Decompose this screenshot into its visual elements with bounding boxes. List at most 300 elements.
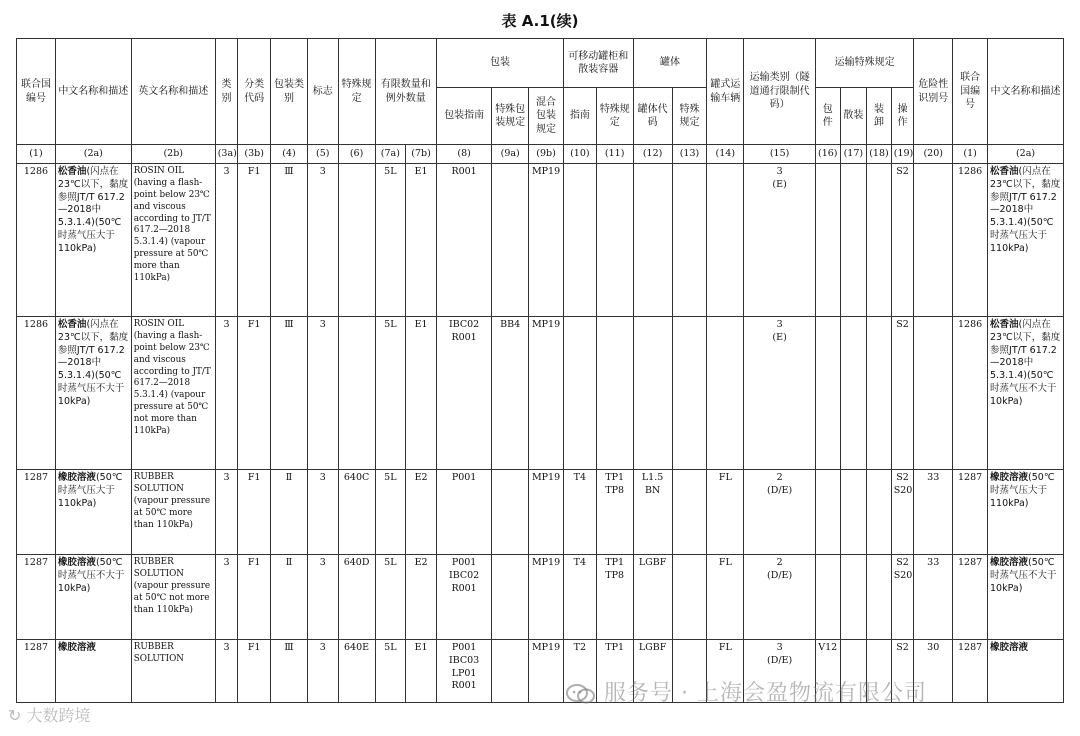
column-number-cell: (3a) bbox=[215, 145, 238, 164]
cell-limited-qty bbox=[375, 470, 406, 555]
th-un-number: 联合国编号 bbox=[17, 39, 56, 145]
cell-packing-group bbox=[271, 317, 308, 470]
column-number-cell: (19) bbox=[891, 145, 914, 164]
table-row bbox=[17, 555, 1064, 640]
cell-transport-category-text: (D/E) bbox=[767, 569, 793, 581]
cell-tank-code bbox=[633, 164, 672, 317]
cell-name-zh-repeat-text: (50℃时蒸气压不大于10kPa) bbox=[990, 557, 1057, 594]
cell-labels bbox=[307, 164, 338, 317]
cell-limited-qty bbox=[375, 555, 406, 640]
wechat-icon bbox=[566, 683, 596, 705]
cell-tank-special bbox=[672, 317, 707, 470]
cell-mixed-packing bbox=[529, 470, 564, 555]
column-number-cell: (9a) bbox=[492, 145, 529, 164]
cell-special-operation-text: S2 bbox=[896, 166, 909, 177]
cell-name-zh-repeat bbox=[988, 164, 1064, 317]
column-number-cell: (14) bbox=[707, 145, 744, 164]
cell-excepted-qty-text: E2 bbox=[414, 472, 428, 483]
cell-un-number-repeat-text: 1287 bbox=[958, 472, 983, 483]
th-name-en: 英文名称和描述 bbox=[131, 39, 215, 145]
cell-name-zh-repeat bbox=[988, 640, 1064, 703]
cell-mixed-packing bbox=[529, 317, 564, 470]
cell-name-en-text: ROSIN OIL (having a flash-point below 23℃ and viscous according to JT/T 617.2—2018 5.3.1.4) (vapour pressure at 50℃ not more than 110kPa) bbox=[133, 319, 211, 436]
cell-tank-code-text: LGBF bbox=[638, 642, 667, 653]
cell-excepted-qty-text: E1 bbox=[414, 642, 428, 653]
cell-special-bulk bbox=[840, 555, 867, 640]
th-hazard-id: 危险性识别号 bbox=[914, 39, 953, 145]
cell-packing-instructions-text: LP01 bbox=[451, 667, 477, 679]
th-special-packing: 特殊包装规定 bbox=[492, 88, 529, 145]
cell-name-zh-text: 橡胶溶液 bbox=[57, 472, 96, 483]
cell-name-zh bbox=[55, 317, 131, 470]
th-packaging: 包装 bbox=[436, 39, 563, 88]
cell-packing-instructions-text: R001 bbox=[451, 680, 477, 692]
cell-special-packing bbox=[492, 317, 529, 470]
cell-name-en bbox=[131, 164, 215, 317]
th-class-code: 分类代码 bbox=[238, 39, 271, 145]
cell-un-number bbox=[17, 470, 56, 555]
column-number-cell: (2a) bbox=[988, 145, 1064, 164]
cell-transport-category-text: 3 bbox=[776, 166, 783, 177]
th-packing-group: 包装类别 bbox=[271, 39, 308, 145]
cell-special-packages bbox=[815, 470, 840, 555]
column-number-cell: (11) bbox=[596, 145, 633, 164]
cell-name-zh-repeat-text: (闪点在23℃以下，黏度参照JT/T 617.2—2018中5.3.1.4)(50℃时蒸气压不大于10kPa) bbox=[990, 319, 1061, 407]
th-limited-quantities: 有限数量和例外数量 bbox=[375, 39, 436, 145]
cell-class bbox=[215, 470, 238, 555]
cell-portable-instructions bbox=[563, 164, 596, 317]
cell-labels-text: 3 bbox=[319, 642, 326, 653]
cell-packing-instructions-text: R001 bbox=[451, 331, 477, 343]
cell-tank-special bbox=[672, 164, 707, 317]
cell-portable-special-text: TP1 bbox=[605, 642, 625, 653]
table-row bbox=[17, 470, 1064, 555]
cell-hazard-id-text: 33 bbox=[927, 557, 940, 568]
cell-labels-text: 3 bbox=[319, 472, 326, 483]
cell-name-en-text: RUBBER SOLUTION (vapour pressure at 50℃ more than 110kPa) bbox=[133, 472, 211, 530]
cell-un-number-text: 1287 bbox=[23, 557, 49, 568]
th-loading: 装卸 bbox=[867, 88, 892, 145]
cell-excepted-qty bbox=[406, 640, 437, 703]
th-packing-instructions: 包装指南 bbox=[436, 88, 491, 145]
column-number-cell: (8) bbox=[436, 145, 491, 164]
cell-packing-group bbox=[271, 555, 308, 640]
th-transport-category: 运输类别（隧道通行限制代码） bbox=[744, 39, 816, 145]
cell-transport-category-text: 3 bbox=[776, 642, 783, 653]
column-number-cell: (7b) bbox=[406, 145, 437, 164]
cell-special-bulk bbox=[840, 317, 867, 470]
cell-mixed-packing bbox=[529, 555, 564, 640]
cell-special-packing-text: BB4 bbox=[500, 319, 521, 330]
cell-limited-qty-text: 5L bbox=[384, 557, 397, 568]
cell-portable-instructions-text: T2 bbox=[573, 642, 587, 653]
cell-special-provisions-text: 640E bbox=[344, 642, 370, 653]
cell-special-operation-text: S20 bbox=[893, 569, 913, 581]
column-number-cell: (1) bbox=[953, 145, 988, 164]
cell-portable-special-text: TP8 bbox=[605, 569, 625, 581]
cell-un-number bbox=[17, 555, 56, 640]
watermark-corner bbox=[8, 703, 91, 726]
cell-packing-group bbox=[271, 164, 308, 317]
cell-tank-special bbox=[672, 555, 707, 640]
cell-un-number-text: 1286 bbox=[23, 319, 49, 330]
cell-name-zh-text: (闪点在23℃以下，黏度参照JT/T 617.2—2018中5.3.1.4)(50℃时蒸气压大于110kPa) bbox=[57, 166, 129, 254]
dangerous-goods-table bbox=[16, 38, 1064, 703]
cell-class-code-text: F1 bbox=[247, 166, 261, 177]
cell-name-en bbox=[131, 470, 215, 555]
th-name-zh-repeat: 中文名称和描述 bbox=[988, 39, 1064, 145]
cell-class-code bbox=[238, 470, 271, 555]
cell-name-zh-repeat-text: 橡胶溶液 bbox=[990, 642, 1029, 653]
cell-portable-special bbox=[596, 470, 633, 555]
column-number-cell: (17) bbox=[840, 145, 867, 164]
cell-packing-group-text: Ⅲ bbox=[284, 166, 294, 177]
cell-special-provisions-text: 640D bbox=[343, 557, 370, 568]
cell-packing-instructions bbox=[436, 317, 491, 470]
cell-mixed-packing-text: MP19 bbox=[531, 642, 561, 653]
cell-transport-category bbox=[744, 555, 816, 640]
watermark-corner-icon: ↻ bbox=[8, 706, 27, 725]
column-number-cell: (18) bbox=[867, 145, 892, 164]
table-body bbox=[17, 164, 1064, 703]
cell-transport-category-text: 3 bbox=[776, 319, 783, 330]
cell-name-en bbox=[131, 555, 215, 640]
cell-special-packages bbox=[815, 317, 840, 470]
cell-labels bbox=[307, 640, 338, 703]
watermark-service bbox=[566, 676, 927, 707]
cell-hazard-id-text: 30 bbox=[927, 642, 940, 653]
cell-hazard-id bbox=[914, 164, 953, 317]
cell-special-bulk bbox=[840, 164, 867, 317]
cell-limited-qty-text: 5L bbox=[384, 642, 397, 653]
cell-transport-category bbox=[744, 317, 816, 470]
column-number-cell: (5) bbox=[307, 145, 338, 164]
cell-tank-vehicle-text: FL bbox=[718, 642, 732, 653]
th-mixed-packing: 混合包装规定 bbox=[529, 88, 564, 145]
th-tank: 罐体 bbox=[633, 39, 707, 88]
cell-un-number-repeat-text: 1287 bbox=[958, 642, 983, 653]
cell-name-zh-repeat bbox=[988, 555, 1064, 640]
column-number-cell: (3b) bbox=[238, 145, 271, 164]
cell-limited-qty bbox=[375, 317, 406, 470]
cell-packing-instructions bbox=[436, 164, 491, 317]
cell-special-operation bbox=[891, 164, 914, 317]
cell-special-loading bbox=[867, 317, 892, 470]
cell-special-packing bbox=[492, 555, 529, 640]
cell-tank-code-text: BN bbox=[644, 484, 661, 496]
cell-un-number-repeat-text: 1286 bbox=[958, 166, 983, 177]
cell-excepted-qty bbox=[406, 164, 437, 317]
cell-limited-qty-text: 5L bbox=[384, 319, 397, 330]
cell-hazard-id-text: 33 bbox=[927, 472, 940, 483]
cell-class-text: 3 bbox=[223, 557, 230, 568]
th-class: 类别 bbox=[215, 39, 238, 145]
cell-class-text: 3 bbox=[223, 319, 230, 330]
cell-tank-vehicle bbox=[707, 470, 744, 555]
cell-un-number-repeat bbox=[953, 470, 988, 555]
cell-name-zh bbox=[55, 470, 131, 555]
cell-tank-vehicle bbox=[707, 317, 744, 470]
column-number-cell: (16) bbox=[815, 145, 840, 164]
cell-portable-special-text: TP1 bbox=[605, 557, 625, 568]
cell-mixed-packing-text: MP19 bbox=[531, 166, 561, 177]
cell-special-packing bbox=[492, 470, 529, 555]
th-tank-special: 特殊规定 bbox=[672, 88, 707, 145]
cell-packing-instructions-text: P001 bbox=[451, 642, 477, 653]
cell-special-operation bbox=[891, 555, 914, 640]
cell-packing-group-text: Ⅱ bbox=[285, 557, 293, 568]
cell-special-operation-text: S2 bbox=[896, 319, 909, 330]
cell-mixed-packing-text: MP19 bbox=[531, 557, 561, 568]
cell-class bbox=[215, 640, 238, 703]
th-name-zh: 中文名称和描述 bbox=[55, 39, 131, 145]
cell-name-zh-text: 松香油 bbox=[57, 166, 87, 177]
cell-transport-category-text: 2 bbox=[776, 557, 783, 568]
cell-mixed-packing bbox=[529, 164, 564, 317]
th-un-number-repeat: 联合国编号 bbox=[953, 39, 988, 145]
cell-excepted-qty-text: E1 bbox=[414, 319, 428, 330]
cell-name-zh-text: 橡胶溶液 bbox=[57, 557, 96, 568]
cell-un-number-text: 1286 bbox=[23, 166, 49, 177]
cell-packing-group bbox=[271, 470, 308, 555]
cell-special-operation bbox=[891, 470, 914, 555]
cell-tank-vehicle bbox=[707, 555, 744, 640]
cell-name-zh-text: 橡胶溶液 bbox=[57, 642, 96, 653]
cell-packing-group bbox=[271, 640, 308, 703]
cell-limited-qty bbox=[375, 164, 406, 317]
cell-special-operation bbox=[891, 317, 914, 470]
cell-portable-special-text: TP1 bbox=[605, 472, 625, 483]
cell-name-zh-repeat-text: (50℃时蒸气压大于110kPa) bbox=[990, 472, 1055, 509]
th-portable-tanks: 可移动罐柜和散装容器 bbox=[563, 39, 633, 88]
cell-special-provisions bbox=[338, 470, 375, 555]
cell-un-number-repeat bbox=[953, 317, 988, 470]
cell-limited-qty-text: 5L bbox=[384, 166, 397, 177]
column-number-cell: (2b) bbox=[131, 145, 215, 164]
th-packages: 包件 bbox=[815, 88, 840, 145]
cell-un-number-repeat bbox=[953, 640, 988, 703]
th-labels: 标志 bbox=[307, 39, 338, 145]
cell-name-zh bbox=[55, 164, 131, 317]
cell-name-zh-repeat-text: 松香油 bbox=[990, 166, 1019, 177]
column-number-cell: (6) bbox=[338, 145, 375, 164]
cell-packing-instructions-text: R001 bbox=[451, 166, 477, 177]
cell-limited-qty bbox=[375, 640, 406, 703]
cell-excepted-qty-text: E2 bbox=[414, 557, 428, 568]
cell-class-text: 3 bbox=[223, 472, 230, 483]
cell-class-code-text: F1 bbox=[247, 642, 261, 653]
cell-class-text: 3 bbox=[223, 642, 230, 653]
cell-portable-instructions bbox=[563, 317, 596, 470]
cell-tank-code bbox=[633, 317, 672, 470]
cell-special-provisions bbox=[338, 317, 375, 470]
column-number-cell: (10) bbox=[563, 145, 596, 164]
cell-packing-instructions-text: IBC02 bbox=[448, 569, 480, 581]
cell-name-zh-text: (50℃时蒸气压大于110kPa) bbox=[57, 472, 123, 509]
cell-tank-vehicle-text: FL bbox=[718, 472, 732, 483]
cell-mixed-packing-text: MP19 bbox=[531, 472, 561, 483]
cell-name-zh bbox=[55, 555, 131, 640]
cell-tank-vehicle-text: FL bbox=[718, 557, 732, 568]
column-number-row bbox=[17, 145, 1064, 164]
table-row bbox=[17, 164, 1064, 317]
column-number-cell: (1) bbox=[17, 145, 56, 164]
cell-name-zh-repeat-text: 松香油 bbox=[990, 319, 1019, 330]
cell-special-provisions-text: 640C bbox=[343, 472, 370, 483]
column-number-cell: (15) bbox=[744, 145, 816, 164]
cell-labels bbox=[307, 470, 338, 555]
cell-tank-code-text: LGBF bbox=[638, 557, 667, 568]
cell-labels-text: 3 bbox=[319, 166, 326, 177]
cell-special-packing bbox=[492, 640, 529, 703]
cell-special-operation-text: S2 bbox=[896, 472, 909, 483]
column-number-cell: (13) bbox=[672, 145, 707, 164]
cell-special-packages bbox=[815, 555, 840, 640]
cell-special-operation-text: S20 bbox=[893, 484, 913, 496]
column-number-cell: (7a) bbox=[375, 145, 406, 164]
cell-portable-special bbox=[596, 555, 633, 640]
cell-tank-vehicle bbox=[707, 164, 744, 317]
cell-class-code bbox=[238, 164, 271, 317]
cell-name-zh bbox=[55, 640, 131, 703]
cell-labels bbox=[307, 317, 338, 470]
column-number-cell: (9b) bbox=[529, 145, 564, 164]
cell-packing-instructions-text: IBC02 bbox=[448, 319, 480, 330]
cell-portable-instructions-text: T4 bbox=[573, 557, 587, 568]
cell-portable-special bbox=[596, 164, 633, 317]
cell-name-zh-repeat bbox=[988, 317, 1064, 470]
cell-packing-instructions bbox=[436, 555, 491, 640]
cell-special-loading bbox=[867, 470, 892, 555]
cell-name-en-text: RUBBER SOLUTION (vapour pressure at 50℃ not more than 110kPa) bbox=[133, 557, 211, 615]
table-row bbox=[17, 317, 1064, 470]
cell-packing-instructions bbox=[436, 640, 491, 703]
table-title: 表 A.1(续) bbox=[501, 12, 579, 30]
cell-packing-instructions-text: P001 bbox=[451, 557, 477, 568]
cell-portable-instructions-text: T4 bbox=[573, 472, 587, 483]
column-number-cell: (12) bbox=[633, 145, 672, 164]
column-number-cell: (20) bbox=[914, 145, 953, 164]
cell-tank-special bbox=[672, 470, 707, 555]
cell-special-loading bbox=[867, 164, 892, 317]
cell-tank-code-text: L1.5 bbox=[641, 472, 664, 483]
cell-name-en bbox=[131, 317, 215, 470]
cell-special-provisions bbox=[338, 164, 375, 317]
cell-transport-category-text: (D/E) bbox=[767, 654, 793, 666]
cell-hazard-id bbox=[914, 555, 953, 640]
cell-special-provisions bbox=[338, 555, 375, 640]
cell-un-number-repeat-text: 1287 bbox=[958, 557, 983, 568]
cell-name-zh-repeat-text: 橡胶溶液 bbox=[990, 557, 1029, 568]
th-portable-instructions: 指南 bbox=[563, 88, 596, 145]
cell-name-en-text: ROSIN OIL (having a flash-point below 23℃ and viscous according to JT/T 617.2—2018 5.3.1.4) (vapour pressure at 50℃ more than 110kPa) bbox=[133, 166, 211, 283]
th-transport-special: 运输特殊规定 bbox=[815, 39, 913, 88]
cell-transport-category-text: (D/E) bbox=[767, 484, 793, 496]
header-row-top bbox=[17, 39, 1064, 88]
cell-packing-instructions-text: IBC03 bbox=[448, 654, 480, 666]
cell-transport-category-text: (E) bbox=[772, 178, 787, 190]
cell-name-zh-text: 松香油 bbox=[57, 319, 87, 330]
cell-class bbox=[215, 317, 238, 470]
cell-un-number-repeat bbox=[953, 555, 988, 640]
cell-packing-group-text: Ⅲ bbox=[284, 642, 294, 653]
cell-transport-category-text: 2 bbox=[776, 472, 783, 483]
cell-transport-category bbox=[744, 164, 816, 317]
cell-packing-group-text: Ⅱ bbox=[285, 472, 293, 483]
cell-class-code bbox=[238, 640, 271, 703]
cell-excepted-qty bbox=[406, 317, 437, 470]
cell-name-en-text: RUBBER SOLUTION bbox=[133, 642, 184, 664]
th-operation: 操作 bbox=[891, 88, 914, 145]
cell-name-zh-text: (50℃时蒸气压不大于10kPa) bbox=[57, 557, 125, 594]
cell-excepted-qty bbox=[406, 555, 437, 640]
cell-class-code bbox=[238, 555, 271, 640]
cell-special-packages bbox=[815, 164, 840, 317]
cell-packing-instructions-text: R001 bbox=[451, 582, 477, 594]
cell-packing-instructions bbox=[436, 470, 491, 555]
cell-portable-special-text: TP8 bbox=[605, 484, 625, 496]
cell-name-en bbox=[131, 640, 215, 703]
cell-packing-instructions-text: P001 bbox=[451, 472, 477, 483]
watermark-corner-text: 大数跨境 bbox=[26, 706, 91, 725]
watermark-service-text: 服务号 · 上海会盈物流有限公司 bbox=[604, 681, 927, 706]
cell-hazard-id bbox=[914, 317, 953, 470]
cell-name-zh-text: (闪点在23℃以下，黏度参照JT/T 617.2—2018中5.3.1.4)(50℃时蒸气压不大于10kPa) bbox=[57, 319, 129, 407]
cell-special-provisions bbox=[338, 640, 375, 703]
th-portable-special: 特殊规定 bbox=[596, 88, 633, 145]
cell-portable-special bbox=[596, 317, 633, 470]
cell-un-number-repeat-text: 1286 bbox=[958, 319, 983, 330]
cell-special-bulk bbox=[840, 470, 867, 555]
cell-special-packing bbox=[492, 164, 529, 317]
cell-mixed-packing bbox=[529, 640, 564, 703]
cell-excepted-qty bbox=[406, 470, 437, 555]
cell-labels-text: 3 bbox=[319, 319, 326, 330]
cell-mixed-packing-text: MP19 bbox=[531, 319, 561, 330]
cell-un-number bbox=[17, 640, 56, 703]
cell-name-zh-repeat bbox=[988, 470, 1064, 555]
cell-special-loading bbox=[867, 555, 892, 640]
cell-un-number bbox=[17, 317, 56, 470]
cell-class bbox=[215, 555, 238, 640]
cell-labels bbox=[307, 555, 338, 640]
cell-hazard-id bbox=[914, 470, 953, 555]
cell-transport-category-text: (E) bbox=[772, 331, 787, 343]
cell-class-code bbox=[238, 317, 271, 470]
cell-portable-instructions bbox=[563, 470, 596, 555]
cell-tank-code bbox=[633, 555, 672, 640]
th-tank-vehicle: 罐式运输车辆 bbox=[707, 39, 744, 145]
cell-un-number-text: 1287 bbox=[23, 642, 49, 653]
cell-class-code-text: F1 bbox=[247, 557, 261, 568]
cell-portable-instructions bbox=[563, 555, 596, 640]
cell-special-operation-text: S2 bbox=[896, 557, 909, 568]
cell-class-code-text: F1 bbox=[247, 472, 261, 483]
cell-name-zh-repeat-text: (闪点在23℃以下，黏度参照JT/T 617.2—2018中5.3.1.4)(50℃时蒸气压大于110kPa) bbox=[990, 166, 1061, 254]
cell-class-code-text: F1 bbox=[247, 319, 261, 330]
cell-excepted-qty-text: E1 bbox=[414, 166, 428, 177]
th-tank-code: 罐体代码 bbox=[633, 88, 672, 145]
cell-un-number bbox=[17, 164, 56, 317]
column-number-cell: (4) bbox=[271, 145, 308, 164]
column-number-cell: (2a) bbox=[55, 145, 131, 164]
cell-un-number-text: 1287 bbox=[23, 472, 49, 483]
cell-labels-text: 3 bbox=[319, 557, 326, 568]
cell-transport-category bbox=[744, 470, 816, 555]
cell-class-text: 3 bbox=[223, 166, 230, 177]
cell-class bbox=[215, 164, 238, 317]
cell-tank-code bbox=[633, 470, 672, 555]
